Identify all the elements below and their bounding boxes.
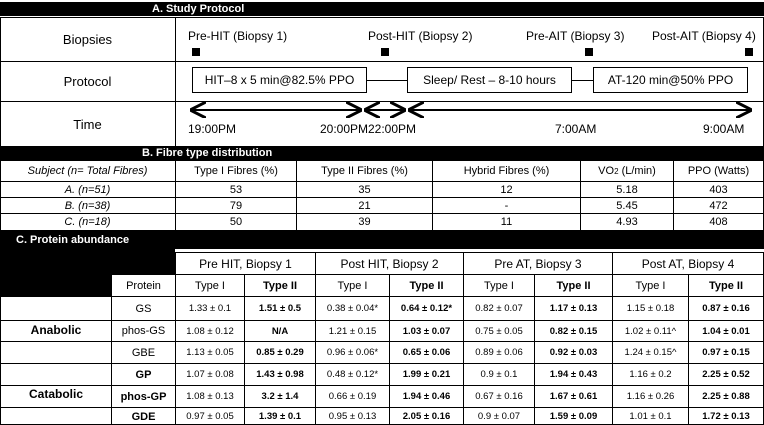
fibre-subject: B. (n=38) xyxy=(64,199,111,212)
biopsy-label-3: Pre-AIT (Biopsy 3) xyxy=(526,29,625,43)
fibre-cell: 50 xyxy=(229,215,243,228)
protein-value: 1.67 ± 0.61 xyxy=(549,391,598,402)
protein-value: 1.04 ± 0.01 xyxy=(702,325,750,337)
group-header-1: Pre HIT, Biopsy 1 xyxy=(199,256,292,271)
protein-value: 0.89 ± 0.06 xyxy=(475,347,523,358)
fibre-cell: 53 xyxy=(229,183,243,196)
protein-value: 1.15 ± 0.18 xyxy=(626,303,675,314)
protein-value: 0.97 ± 0.15 xyxy=(702,347,750,358)
protein-value: 1.02 ± 0.11^ xyxy=(624,325,677,337)
fibre-cell: - xyxy=(504,199,509,212)
type-header: Type II xyxy=(262,279,298,292)
protein-value: 1.17 ± 0.13 xyxy=(549,303,598,314)
row-label-biopsies: Biopsies xyxy=(62,32,113,47)
biopsy-marker-1 xyxy=(192,48,200,56)
protein-value: 0.75 ± 0.05 xyxy=(475,325,523,337)
time-label-2: 20:00PM xyxy=(320,122,369,136)
protein-value: 1.16 ± 0.2 xyxy=(629,369,672,380)
row-label-protocol: Protocol xyxy=(63,74,112,89)
row-label-time: Time xyxy=(73,116,102,132)
protein-value: 1.59 ± 0.09 xyxy=(549,411,598,422)
fibre-cell: 472 xyxy=(709,199,728,212)
protein-value: 0.48 ± 0.12* xyxy=(326,369,379,380)
fibre-subject: C. (n=18) xyxy=(64,215,111,228)
biopsy-marker-3 xyxy=(585,48,593,56)
fibre-cell: 39 xyxy=(358,215,371,228)
protein-value: 0.95 ± 0.13 xyxy=(328,411,377,422)
protein-value: 2.05 ± 0.16 xyxy=(402,411,451,422)
protein-value: 0.65 ± 0.06 xyxy=(402,347,451,358)
biopsy-marker-4 xyxy=(745,48,753,56)
protocol-box-sleep: Sleep/ Rest – 8-10 hours xyxy=(407,67,572,93)
fibre-header-type2: Type II Fibres (%) xyxy=(321,165,408,177)
protein-value: 1.08 ± 0.12 xyxy=(186,325,234,337)
protein-value: 0.87 ± 0.16 xyxy=(702,303,750,314)
protein-value: 0.64 ± 0.12* xyxy=(400,303,453,314)
fibre-header-subject: Subject (n= Total Fibres) xyxy=(27,165,148,177)
type-header: Type I xyxy=(635,279,666,292)
type-header: Type I xyxy=(195,279,225,292)
section-b-title: B. Fibre type distribution xyxy=(0,147,764,160)
protein-value: 0.82 ± 0.07 xyxy=(475,303,523,314)
fibre-subject: A. (n=51) xyxy=(64,183,111,196)
group-header-2: Post HIT, Biopsy 2 xyxy=(340,256,439,271)
protein-value: 1.01 ± 0.1 xyxy=(629,411,672,422)
protein-value: 0.66 ± 0.19 xyxy=(328,391,377,402)
protocol-box-at: AT-120 min@50% PPO xyxy=(593,67,748,93)
protein-header: Protein xyxy=(112,275,175,296)
fibre-cell: 403 xyxy=(709,183,728,196)
protein-value: 0.38 ± 0.04* xyxy=(326,303,379,314)
fibre-cell: 12 xyxy=(500,183,513,196)
type-header: Type I xyxy=(337,279,368,292)
section-a-title: A. Study Protocol xyxy=(0,2,764,16)
vo2-unit: (L/min) xyxy=(618,165,656,177)
fibre-header-vo2 xyxy=(581,161,673,181)
protein-value: 1.39 ± 0.1 xyxy=(258,411,302,422)
protein-value: 1.03 ± 0.07 xyxy=(402,325,451,337)
fibre-cell: 79 xyxy=(229,199,243,212)
protocol-box-hit: HIT–8 x 5 min@82.5% PPO xyxy=(192,67,367,93)
fibre-cell: 21 xyxy=(358,199,371,212)
time-label-5: 9:00AM xyxy=(703,122,745,136)
fibre-cell: 35 xyxy=(358,183,371,196)
protein-value: 3.2 ± 1.4 xyxy=(261,391,299,402)
protein-value: 2.25 ± 0.52 xyxy=(702,369,750,380)
protein-value: 1.08 ± 0.13 xyxy=(186,391,234,402)
fibre-cell: 4.93 xyxy=(616,215,638,228)
protein-value: 1.24 ± 0.15^ xyxy=(624,347,677,358)
protein-value: 1.94 ± 0.46 xyxy=(402,391,451,402)
protein-name: GP xyxy=(135,368,152,381)
time-arrows xyxy=(0,100,764,120)
protein-name: GDE xyxy=(131,410,156,423)
fibre-cell: 11 xyxy=(500,215,513,228)
group-header-3: Pre AT, Biopsy 3 xyxy=(494,256,582,271)
biopsy-label-4: Post-AIT (Biopsy 4) xyxy=(652,29,756,43)
type-header: Type I xyxy=(484,279,514,292)
category-catabolic: Catabolic xyxy=(28,387,83,401)
protein-value: 1.94 ± 0.43 xyxy=(549,369,598,380)
protein-name: GS xyxy=(135,302,152,315)
fibre-header-type1: Type I Fibres (%) xyxy=(194,165,278,177)
biopsy-marker-2 xyxy=(381,48,389,56)
protein-value: 0.82 ± 0.15 xyxy=(549,325,598,337)
protein-value: 1.51 ± 0.5 xyxy=(258,303,302,314)
protein-value: 1.21 ± 0.15 xyxy=(328,325,377,337)
protein-value: 1.07 ± 0.08 xyxy=(186,369,234,380)
type-header: Type II xyxy=(409,279,444,292)
protein-value: 0.92 ± 0.03 xyxy=(549,347,598,358)
category-anabolic: Anabolic xyxy=(30,323,82,337)
protein-value: 0.9 ± 0.1 xyxy=(480,369,518,380)
section-c-title: C. Protein abundance xyxy=(0,231,764,249)
protein-value: 0.96 ± 0.06* xyxy=(326,347,379,358)
time-label-4: 7:00AM xyxy=(555,122,597,136)
protein-value: 1.99 ± 0.21 xyxy=(402,369,451,380)
protein-name: phos-GS xyxy=(121,325,166,337)
group-header-4: Post AT, Biopsy 4 xyxy=(641,256,735,271)
protein-value: N/A xyxy=(271,325,289,337)
protein-name: GBE xyxy=(131,346,156,359)
vo2-subscript: 2 xyxy=(614,166,619,176)
protein-value: 1.43 ± 0.98 xyxy=(256,369,304,380)
type-header: Type II xyxy=(708,279,744,292)
protein-value: 2.25 ± 0.88 xyxy=(702,391,750,402)
fibre-cell: 5.45 xyxy=(616,199,638,212)
protein-value: 0.9 ± 0.07 xyxy=(477,411,521,422)
time-label-1: 19:00PM xyxy=(188,122,237,136)
time-label-3: 22:00PM xyxy=(368,122,417,136)
biopsy-label-1: Pre-HIT (Biopsy 1) xyxy=(188,29,288,43)
biopsy-label-2: Post-HIT (Biopsy 2) xyxy=(368,29,473,43)
fibre-header-ppo: PPO (Watts) xyxy=(687,165,750,177)
protein-value: 1.33 ± 0.1 xyxy=(188,303,232,314)
vo2-text: VO xyxy=(598,165,615,177)
type-header: Type II xyxy=(556,279,591,292)
protein-value: 0.85 ± 0.29 xyxy=(256,347,304,358)
protein-value: 0.97 ± 0.05 xyxy=(186,411,234,422)
fibre-cell: 5.18 xyxy=(616,183,638,196)
protein-value: 1.13 ± 0.05 xyxy=(186,347,234,358)
fibre-cell: 408 xyxy=(709,215,728,228)
protein-value: 1.72 ± 0.13 xyxy=(702,411,750,422)
protein-value: 0.67 ± 0.16 xyxy=(475,391,523,402)
fibre-header-hybrid: Hybrid Fibres (%) xyxy=(463,165,550,177)
protein-value: 1.16 ± 0.26 xyxy=(626,391,675,402)
protein-name: phos-GP xyxy=(120,390,167,403)
